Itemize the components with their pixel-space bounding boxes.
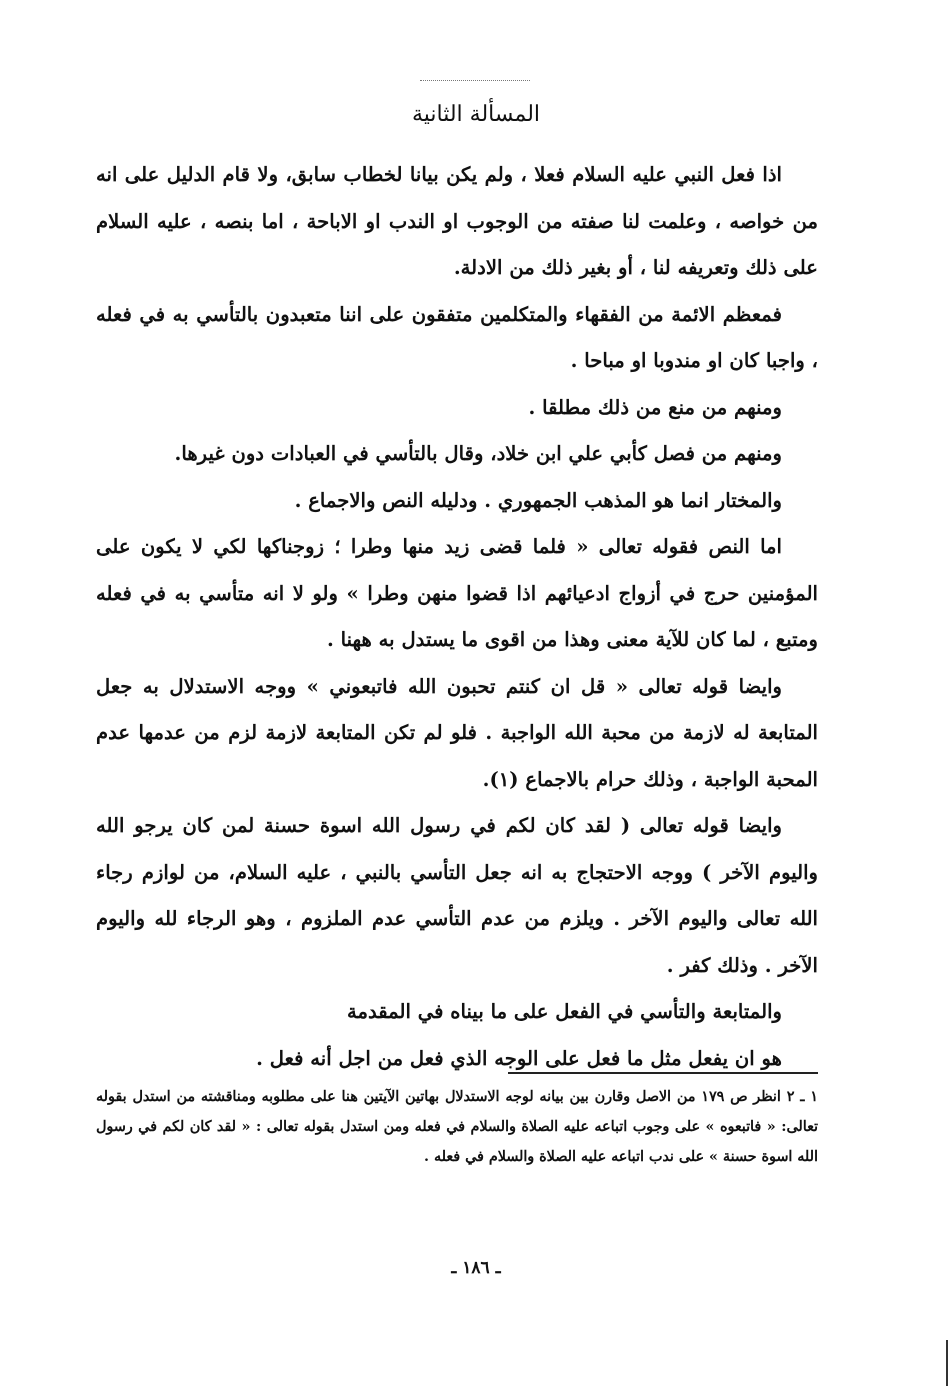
footnote-separator: [508, 1072, 818, 1074]
paragraph: والمختار انما هو المذهب الجمهوري . ودليله النص والاجماع .: [294, 488, 782, 512]
top-dotted-rule: [420, 80, 530, 81]
paragraph: وايضا قوله تعالى ( لقد كان لكم في رسول الله اسوة حسنة لمن كان يرجو الله واليوم الآخر ) ووجه الاحتجاج به انه جعل التأسي بالنبي ، عليه السلام، من لوازم رجاء الله تعالى واليوم الآخر . ويلزم من عدم التأسي عدم الملزوم ، وهو الرجاء لله واليوم الآخر . وذلك كفر .: [96, 814, 818, 977]
paragraph: هو ان يفعل مثل ما فعل على الوجه الذي فعل من اجل أنه فعل .: [256, 1046, 782, 1070]
main-text: [96, 152, 818, 1082]
scan-edge-mark: [946, 1340, 948, 1386]
paragraph: ومنهم من فصل كأبي علي ابن خلاد، وقال بالتأسي في العبادات دون غيرها.: [174, 442, 782, 465]
footnote-text: ١ ـ ٢ انظر ص ١٧٩ من الاصل وقارن بين بيانه لوجه الاستدلال بهاتين الآيتين هنا على مطلوبه ومناقشته من استدل بقوله تعالى: « فاتبعوه » على وجوب اتباعه عليه الصلاة والسلام في فعله ومن استدل بقوله تعالى : « لقد كان لكم في رسول الله اسوة حسنة » على ندب اتباعه عليه الصلاة والسلام في فعله .: [96, 1089, 818, 1165]
section-heading: المسألة الثانية: [411, 102, 541, 127]
paragraph: اما النص فقوله تعالى « فلما قضى زيد منها وطرا ؛ زوجناكها لكي لا يكون على المؤمنين حرج في أزواج ادعيائهم اذا قضوا منهن وطرا » ولو لا انه متأسي به في فعله ومتبع ، لما كان للآية معنى وهذا من اقوى ما يستدل به ههنا .: [96, 535, 818, 651]
paragraph: ومنهم من منع من ذلك مطلقا .: [528, 395, 782, 419]
footnote: [96, 1082, 818, 1172]
paragraph: فمعظم الائمة من الفقهاء والمتكلمين متفقون على اننا متعبدون بالتأسي به في فعله ، واجبا كان او مندوبا او مباحا .: [96, 302, 818, 372]
paragraph: والمتابعة والتأسي في الفعل على ما بيناه في المقدمة: [346, 1000, 782, 1023]
paragraph: اذا فعل النبي عليه السلام فعلا ، ولم يكن بيانا لخطاب سابق، ولا قام الدليل على انه من خواصه ، وعلمت لنا صفته من الوجوب او الندب او الاباحة ، اما بنصه ، عليه السلام على ذلك وتعريفه لنا ، أو بغير ذلك من الادلة.: [96, 163, 818, 279]
page-number: ـ ١٨٦ ـ: [451, 1258, 501, 1278]
paragraph: وايضا قوله تعالى « قل ان كنتم تحبون الله فاتبعوني » ووجه الاستدلال به جعل المتابعة له لازمة من محبة الله الواجبة . فلو لم تكن المتابعة لازمة لزم من عدمها عدم المحبة الواجبة ، وذلك حرام بالاجماع (١).: [96, 674, 818, 791]
